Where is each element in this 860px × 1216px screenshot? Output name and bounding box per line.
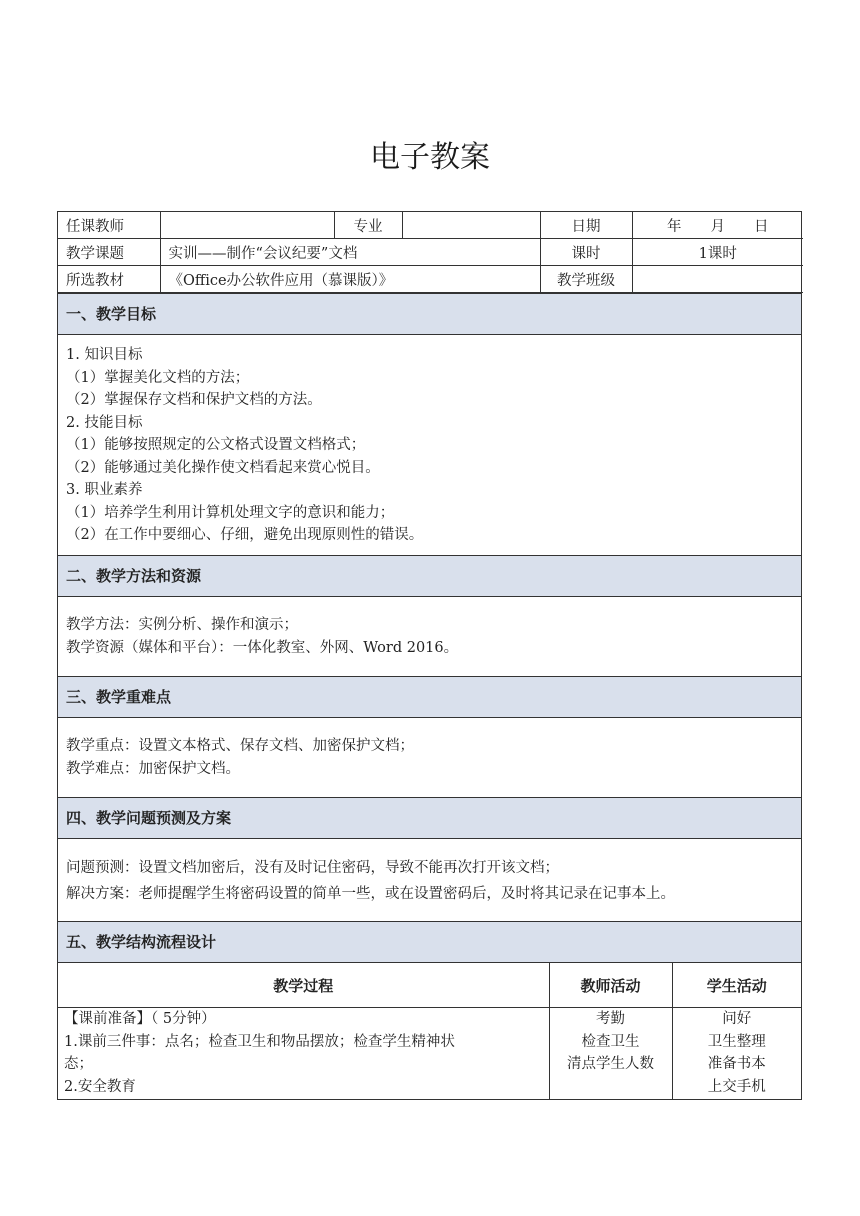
section-heading-flow: 五、教学结构流程设计 [58,921,801,962]
section-heading-key-points: 三、教学重难点 [58,676,801,717]
process-cell [58,1008,549,1100]
key-point-line: 教学难点：加密保护文档。 [66,760,240,777]
teacher-activity-header: 教师活动 [549,963,672,1008]
process-line: 1.课前三件事：点名；检查卫生和物品摆放；检查学生精神状 [64,1033,455,1050]
class-value [632,266,803,293]
teacher-value [160,212,334,239]
flow-table [58,962,801,1099]
info-table [58,212,803,293]
student-activity-cell [672,1008,801,1100]
objective-line: （2）掌握保存文档和保护文档的方法。 [66,392,322,408]
textbook-label: 所选教材 [58,266,160,293]
info-row [58,239,803,266]
info-row [58,212,803,239]
problem-line: 解决方案：老师提醒学生将密码设置的简单一些，或在设置密码后，及时将其记录在记事本上。 [66,886,675,902]
problem-line: 问题预测：设置文档加密后，没有及时记住密码，导致不能再次打开该文档； [66,860,559,876]
section-heading-methods: 二、教学方法和资源 [58,555,801,596]
class-label: 教学班级 [540,266,632,293]
teacher-activity-cell [549,1008,672,1100]
key-point-line: 教学重点：设置文本格式、保存文档、加密保护文档； [66,738,414,754]
student-activity-header: 学生活动 [672,963,801,1008]
teacher-activity: 清点学生人数 [567,1056,654,1072]
section-body-objectives [58,334,801,555]
method-line: 教学方法：实例分析、操作和演示； [66,617,298,633]
student-activity: 问好 [722,1011,752,1027]
process-line: 【课前准备】（ 5分钟） [64,1011,216,1027]
major-label: 专业 [334,212,402,239]
objective-line: （1）掌握美化文档的方法； [66,369,250,386]
student-activity: 上交手机 [707,1078,766,1095]
flow-row [58,1008,801,1100]
process-line: 2.安全教育 [64,1078,136,1095]
teacher-activity: 检查卫生 [581,1033,640,1050]
process-header: 教学过程 [58,963,549,1008]
info-row [58,266,803,293]
process-line: 态； [64,1056,93,1072]
objective-line: （2）能够通过美化操作使文档看起来赏心悦目。 [66,459,380,476]
teacher-label: 任课教师 [58,212,160,239]
objective-line: （1）能够按照规定的公文格式设置文档格式； [66,437,366,453]
hours-value: 1课时 [632,239,803,266]
objective-line: 1. 知识目标 [66,347,143,363]
page-title: 电子教案 [370,140,490,175]
flow-header-row [58,963,801,1008]
section-body-problems [58,838,801,921]
student-activity: 卫生整理 [707,1033,766,1050]
textbook-value: 《Office办公软件应用（慕课版）》 [160,266,540,293]
topic-label: 教学课题 [58,239,160,266]
date-value: 年 月 日 [632,212,803,239]
date-label: 日期 [540,212,632,239]
major-value [402,212,540,239]
teacher-activity: 考勤 [596,1011,625,1027]
topic-value: 实训——制作“会议纪要”文档 [160,239,540,266]
section-heading-problems: 四、教学问题预测及方案 [58,797,801,838]
objective-line: （2）在工作中要细心、仔细，避免出现原则性的错误。 [66,527,424,543]
hours-label: 课时 [540,239,632,266]
objective-line: 2. 技能目标 [66,414,143,431]
objective-line: （1）培养学生利用计算机处理文字的意识和能力； [66,504,395,521]
objective-line: 3. 职业素养 [66,482,143,498]
lesson-plan-table [57,211,802,1100]
section-heading-objectives: 一、教学目标 [58,293,801,334]
section-body-key-points [58,717,801,797]
method-line: 教学资源（媒体和平台）：一体化教室、外网、Word 2016。 [66,639,459,656]
section-body-methods [58,596,801,676]
student-activity: 准备书本 [707,1056,766,1072]
